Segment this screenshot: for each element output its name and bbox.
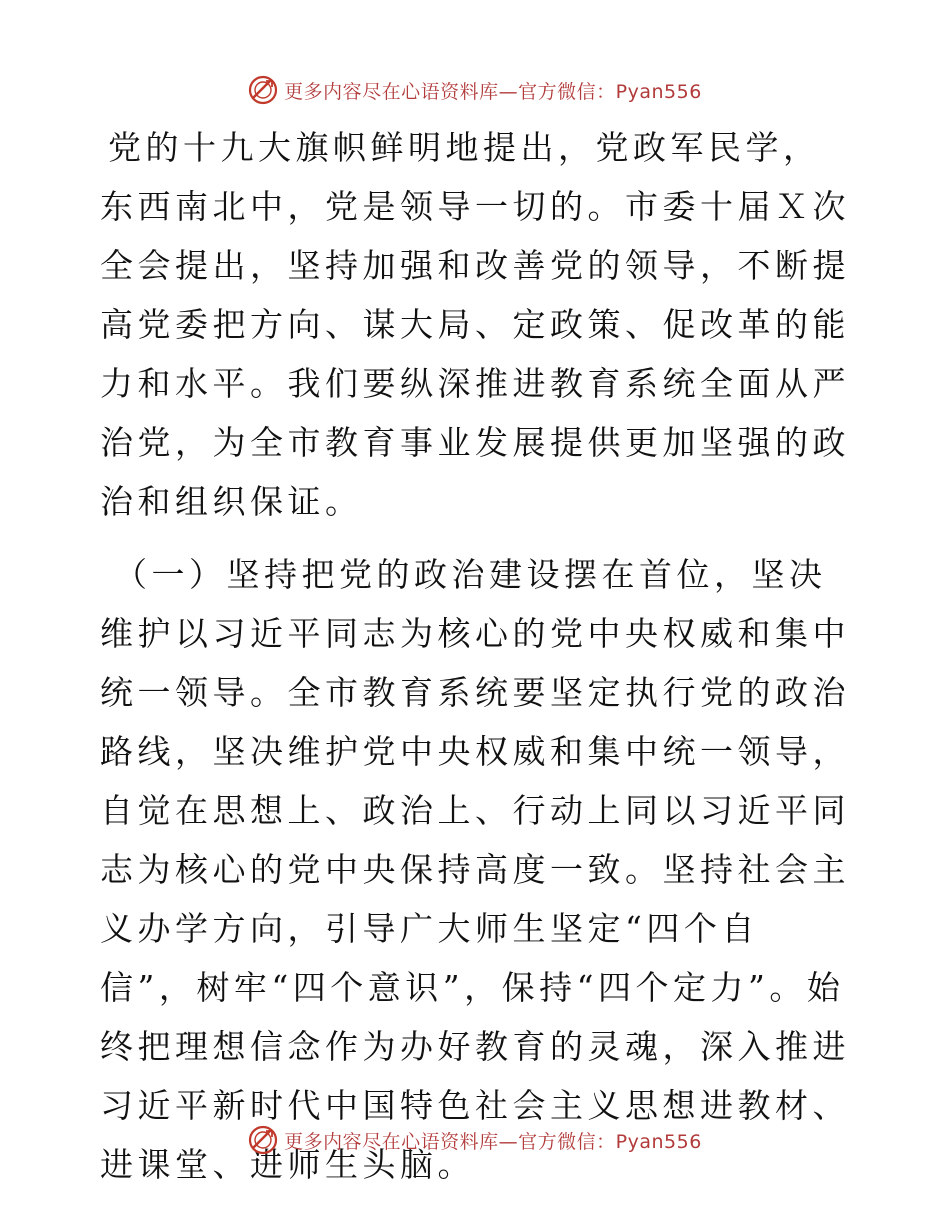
paragraph-intro: 党的十九大旗帜鲜明地提出，党政军民学，东西南北中，党是领导一切的。市委十届Ｘ次全会提出，坚持加强和改善党的领导，不断提高党委把方向、谋大局、定政策、促改革的能力和水平。我们要纵深推进教育系统全面从严治党，为全市教育事业发展提供更加坚强的政治和组织保证。 [100, 128, 850, 521]
watermark-text: 更多内容尽在心语资料库—官方微信：Pyan556 [284, 80, 702, 103]
red-circular-seal-logo-icon [248, 1125, 278, 1155]
paragraph-section-one: （一）坚持把党的政治建设摆在首位，坚决维护以习近平同志为核心的党中央权威和集中统一领导。全市教育系统要坚定执行党的政治路线，坚决维护党中央权威和集中统一领导，自觉在思想上、政治上、行动上同以习近平同志为核心的党中央保持高度一致。坚持社会主义办学方向，引导广大师生坚定“四个自信”，树牢“四个意识”，保持“四个定力”。始终把理想信念作为办好教育的灵魂，深入推进习近平新时代中国特色社会主义思想进教材、进课堂、进师生头脑。 [100, 555, 850, 1184]
footer-watermark [0, 1120, 950, 1160]
header-watermark [0, 70, 950, 110]
watermark-text: 更多内容尽在心语资料库—官方微信：Pyan556 [284, 1130, 702, 1153]
red-circular-seal-logo-icon [248, 75, 278, 105]
document-body [100, 118, 850, 1194]
